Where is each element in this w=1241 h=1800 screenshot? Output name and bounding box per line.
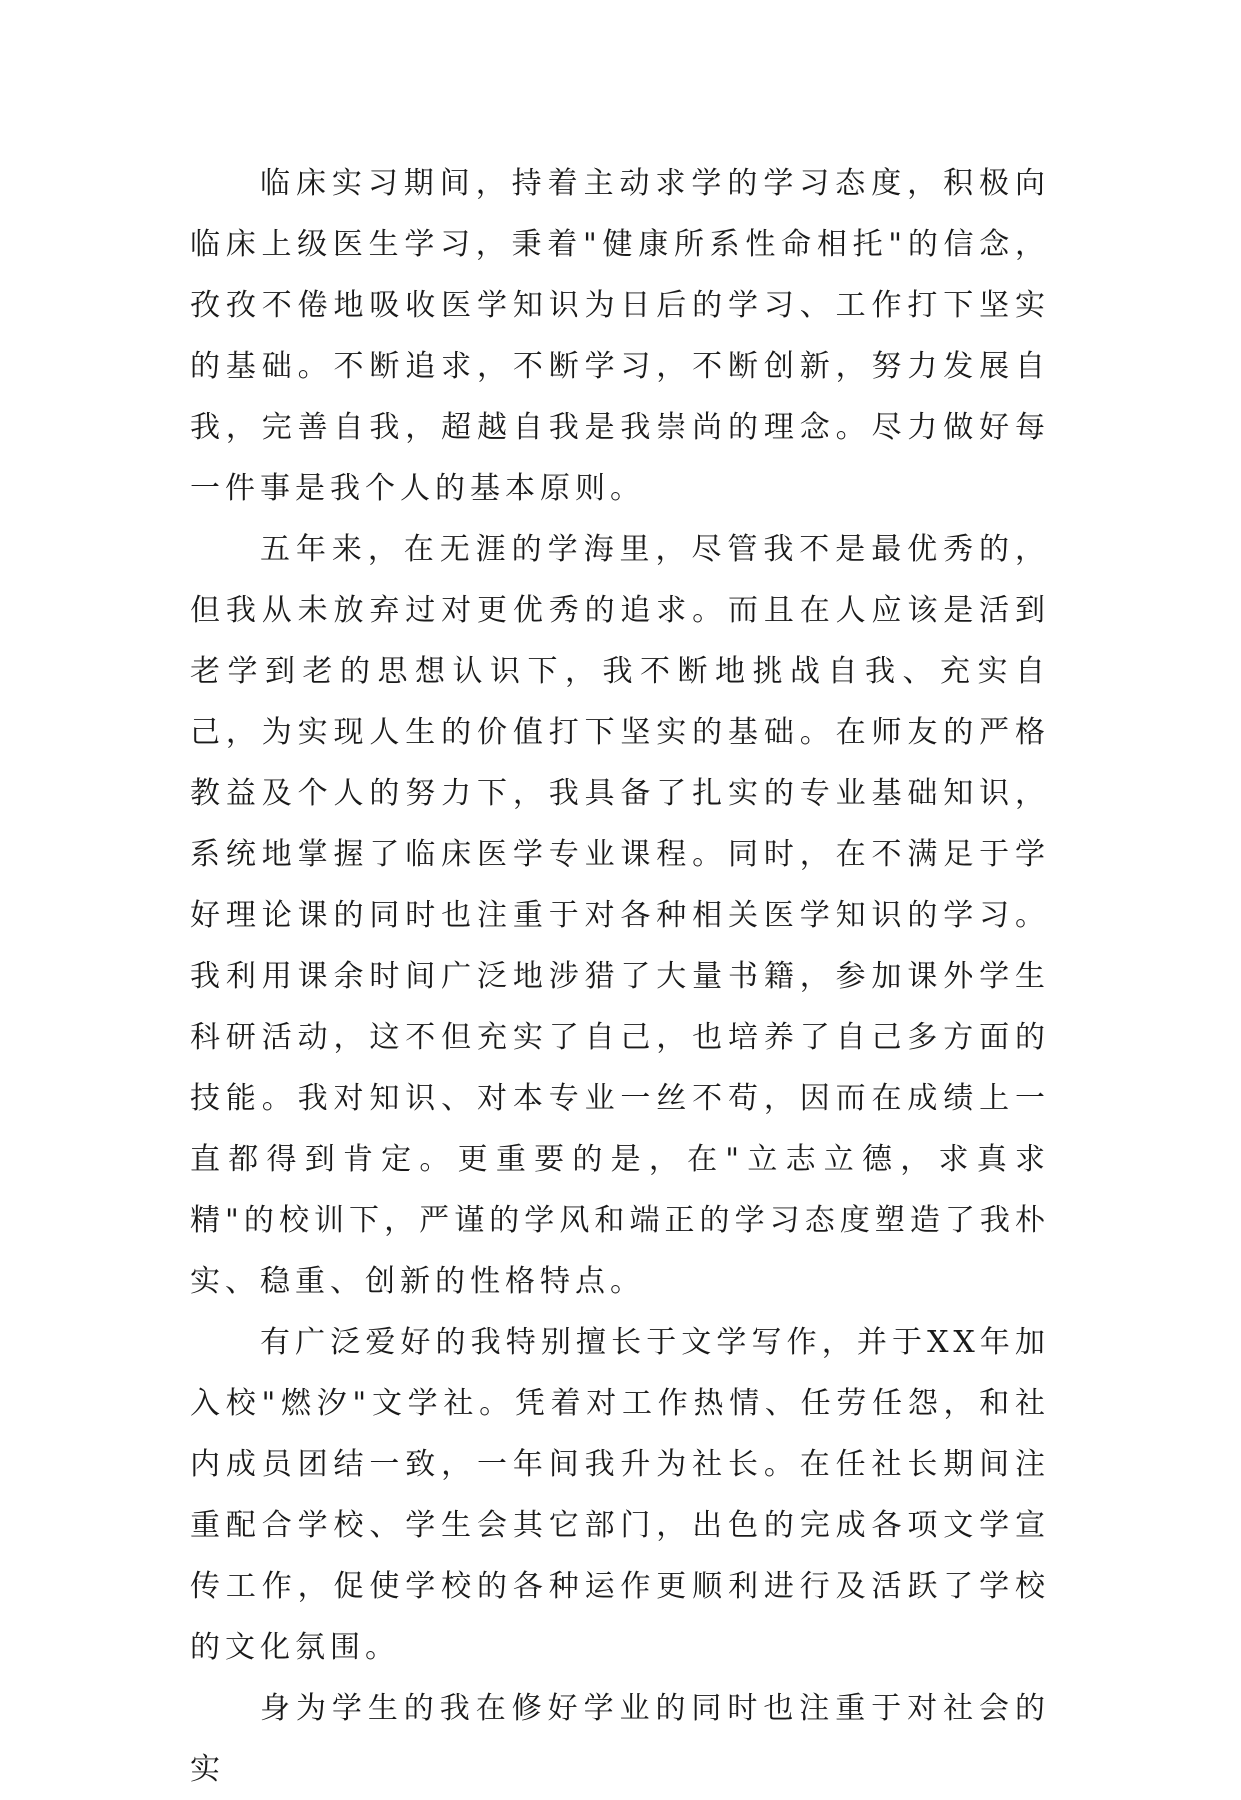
paragraph-five-years-study: 五年来，在无涯的学海里，尽管我不是最优秀的，但我从未放弃过对更优秀的追求。而且在人应该是活到老学到老的思想认识下，我不断地挑战自我、充实自己，为实现人生的价值打下坚实的基础。在师友的严格教益及个人的努力下，我具备了扎实的专业基础知识，系统地掌握了临床医学专业课程。同时，在不满足于学好理论课的同时也注重于对各种相关医学知识的学习。我利用课余时间广泛地涉猎了大量书籍，参加课外学生科研活动，这不但充实了自己，也培养了自己多方面的技能。我对知识、对本专业一丝不苟，因而在成绩上一直都得到肯定。更重要的是，在"立志立德，求真求精"的校训下，严谨的学风和端正的学习态度塑造了我朴实、稳重、创新的性格特点。 <box>190 532 1050 1299</box>
paragraph-literary-society: 有广泛爱好的我特别擅长于文学写作，并于XX年加入校"燃汐"文学社。凭着对工作热情、任劳任怨，和社内成员团结一致，一年间我升为社长。在任社长期间注重配合学校、学生会其它部门，出色的完成各项文学宣传工作，促使学校的各种运作更顺利进行及活跃了学校的文化氛围。 <box>190 1325 1050 1665</box>
paragraph-social-practice: 身为学生的我在修好学业的同时也注重于对社会的实 <box>190 1691 1050 1787</box>
document-body <box>190 153 1050 1800</box>
paragraph-clinical-internship: 临床实习期间，持着主动求学的学习态度，积极向临床上级医生学习，秉着"健康所系性命相托"的信念，孜孜不倦地吸收医学知识为日后的学习、工作打下坚实的基础。不断追求，不断学习，不断创新，努力发展自我，完善自我，超越自我是我崇尚的理念。尽力做好每一件事是我个人的基本原则。 <box>190 166 1050 506</box>
